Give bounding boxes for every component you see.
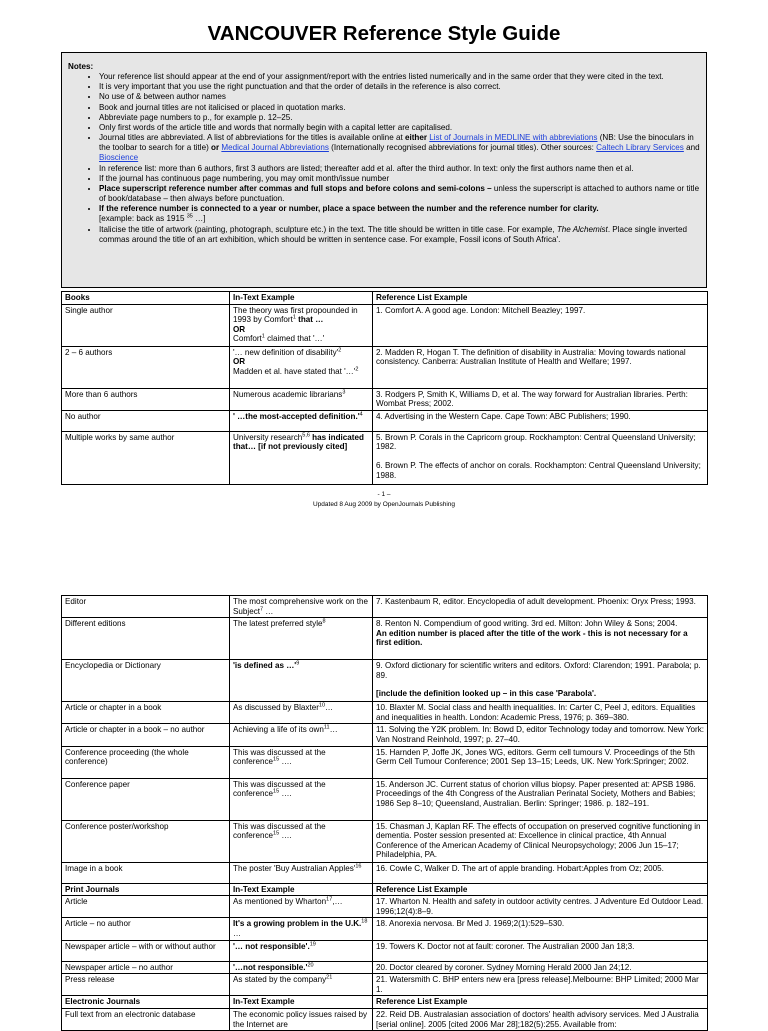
reference-example: 21. Watersmith C. BHP enters new era [press release].Melbourne: BHP Limited; 2000 Mar 1. (373, 974, 708, 996)
source-type: Press release (62, 974, 230, 996)
note-item-journal-abbreviations: • Journal titles are abbreviated. A list of abbreviations for the titles is available online at either List of Journals in MEDLINE with abbreviations (NB: Use the binoculars in the toolbar to search for a title) or Medical Journal Abbreviations (Internationally recognised abbreviations for journal titles). Other sources: Caltech Library Services and Bioscience (99, 133, 700, 163)
note-item: • Place superscript reference number after commas and full stops and before colons and semi-colons – unless the superscript is attached to authors name or title of book/database – then always before punctuation. (99, 184, 700, 204)
table-row (62, 918, 708, 940)
source-type: Image in a book (62, 862, 230, 883)
in-text-example: Numerous academic librarians$^3$ (230, 388, 373, 410)
note-item: • If the journal has continuous page numbering, you may omit month/issue number (99, 174, 700, 184)
in-text-example: This was discussed at the conference$^{15}$ …. (230, 820, 373, 862)
in-text-example: The economic policy issues raised by the Internet are (230, 1008, 373, 1030)
bioscience-link[interactable]: Bioscience (99, 153, 139, 163)
in-text-example: The poster 'Buy Australian $Apples'^{16}$ (230, 862, 373, 883)
table-row (62, 961, 708, 974)
note-item: • Italicise the title of artwork (painting, photograph, sculpture etc.) in the text. The title should be written in title case. For example, The Alchemist. Place single inverted commas around the title of an art exhibition, which should be written in sentence case. For example, Fossil icons of South Africa'. (99, 225, 700, 245)
table-row (62, 1008, 708, 1030)
note-item: • In reference list: more than 6 authors, first 3 authors are listed; thereafter add et al. after the third author. In text: only the first authors name then et al. (99, 164, 700, 174)
source-type: Article or chapter in a book – no author (62, 724, 230, 746)
column-header: Books (62, 292, 230, 305)
reference-example: 8. Renton N. Compendium of good writing. 3rd ed. Milton: John Wiley & Sons; 2004. An edition number is placed after the title of the work - this is not necessary for a first edition. (373, 618, 708, 660)
reference-example: 11. Solving the Y2K problem. In: Bowd D, editor Technology today and tomorrow. New York: Van Nostrand Reinhold, 1997; p. 27–40. (373, 724, 708, 746)
reference-example: 4. Advertising in the Western Cape. Cape Town: ABC Publishers; 1990. (373, 410, 708, 431)
source-type: Editor (62, 596, 230, 618)
source-type: Multiple works by same author (62, 431, 230, 484)
source-type: Newspaper article – no author (62, 961, 230, 974)
page-title: VANCOUVER Reference Style Guide (207, 22, 561, 45)
table-row (62, 431, 708, 484)
in-text-example: As discussed by Blaxter$^{10}$… (230, 702, 373, 724)
print-journals-header-row (62, 883, 708, 896)
table-row (62, 974, 708, 996)
source-type: No author (62, 410, 230, 431)
source-type: Encyclopedia or Dictionary (62, 660, 230, 702)
in-text-example: The theory was first propounded in 1993 by Comfort$^1$ that … OR Comfort$^1$ claimed that '…' (230, 304, 373, 346)
note-item: • It is very important that you use the right punctuation and that the order of details in the reference is also correct. (99, 82, 700, 92)
table-row (62, 304, 708, 346)
table-row (62, 940, 708, 961)
note-item: • Abbreviate page numbers to p., for example p. 12–25. (99, 113, 700, 123)
table-row (62, 862, 708, 883)
source-type: Article or chapter in a book (62, 702, 230, 724)
column-header: In-Text Example (230, 883, 373, 896)
source-type: More than 6 authors (62, 388, 230, 410)
source-type: Different editions (62, 618, 230, 660)
reference-example: 20. Doctor cleared by coroner. Sydney Morning Herald 2000 Jan 24;12. (373, 961, 708, 974)
in-text-example: 'is defined as $\dots'^9$ (230, 660, 373, 702)
notes-list (68, 72, 700, 245)
reference-example: 2. Madden R, Hogan T. The definition of disability in Australia: Moving towards national consistency. Canberra: Australian Institute of Health and Welfare; 1997. (373, 346, 708, 388)
in-text-example: '… not responsible'.$^{19}$ (230, 940, 373, 961)
updated-note: Updated 8 Aug 2009 by OpenJournals Publishing (312, 501, 456, 508)
source-type: Article (62, 896, 230, 918)
reference-example: 5. Brown P. Corals in the Capricorn group. Rockhampton: Central Queensland University; 1982. 6. Brown P. The effects of anchor on corals. Rockhampton: Central Queensland University; 1988. (373, 431, 708, 484)
in-text-example: '…not $responsible.'^{20}$ (230, 961, 373, 974)
source-type: Conference paper (62, 778, 230, 820)
table-row (62, 596, 708, 618)
column-header: Reference List Example (373, 292, 708, 305)
table-row (62, 820, 708, 862)
source-type: Article – no author (62, 918, 230, 940)
table-row (62, 778, 708, 820)
reference-example: 9. Oxford dictionary for scientific writers and editors. Oxford: Clarendon; 1991. Parabola; p. 89. [include the definition looked up – in this case 'Parabola'. (373, 660, 708, 702)
in-text-example: This was discussed at the conference$^{15}$ …. (230, 778, 373, 820)
note-item: • Your reference list should appear at the end of your assignment/report with the entries listed numerically and in the same order that they were cited in the text. (99, 72, 700, 82)
in-text-example: '… new definition of $disability'^2$ OR Madden et al. have stated that '$\dots'^2$ (230, 346, 373, 388)
reference-example: 16. Cowle C, Walker D. The art of apple branding. Hobart:Apples from Oz; 2005. (373, 862, 708, 883)
caltech-library-link[interactable]: Caltech Library Services (596, 143, 684, 153)
reference-example: 19. Towers K. Doctor not at fault: coroner. The Australian 2000 Jan 18;3. (373, 940, 708, 961)
note-item: • Book and journal titles are not italicised or placed in quotation marks. (99, 103, 700, 113)
in-text-example: ' …the most-accepted $definition.'^4$ (230, 410, 373, 431)
table-row (62, 410, 708, 431)
table-row (62, 724, 708, 746)
column-header: Print Journals (62, 883, 230, 896)
table-row (62, 618, 708, 660)
medical-journal-abbreviations-link[interactable]: Medical Journal Abbreviations (221, 143, 329, 153)
in-text-example: Achieving a life of its own$^{11}$… (230, 724, 373, 746)
in-text-example: It's a growing problem in the U.K.$^{18}$ … (230, 918, 373, 940)
in-text-example: As stated by the company$^{21}$ (230, 974, 373, 996)
table-row (62, 702, 708, 724)
table-row (62, 660, 708, 702)
reference-table-continued (61, 595, 708, 1031)
reference-example: 10. Blaxter M. Social class and health inequalities. In: Carter C, Peel J, editors. Equalities and inequalities in health. London: Academic Press, 1976; p. 369–380. (373, 702, 708, 724)
reference-example: 18. Anorexia nervosa. Br Med J. 1969;2(1):529–530. (373, 918, 708, 940)
source-type: 2 – 6 authors (62, 346, 230, 388)
reference-example: 15. Harnden P, Joffe JK, Jones WG, editors. Germ cell tumours V. Proceedings of the 5th Germ Cell Tumour Conference; 2001 Sep 13–15; Leeds, UK. New York:Springer; 2002. (373, 746, 708, 778)
reference-example: 3. Rodgers P, Smith K, Williams D, et al. The way forward for Australian libraries. Perth: Wombat Press; 2002. (373, 388, 708, 410)
table-row (62, 896, 708, 918)
source-type: Conference proceeding (the whole conference) (62, 746, 230, 778)
books-table (61, 291, 708, 485)
page-number: - 1 – (377, 491, 391, 498)
notes-heading: Notes: (68, 62, 94, 71)
table-row (62, 746, 708, 778)
reference-example: 7. Kastenbaum R, editor. Encyclopedia of adult development. Phoenix: Oryx Press; 1993. (373, 596, 708, 618)
table-row (62, 388, 708, 410)
in-text-example: As mentioned by Wharton$^{17}$,… (230, 896, 373, 918)
medline-journals-link[interactable]: List of Journals in MEDLINE with abbreviations (429, 133, 598, 143)
table-row (62, 346, 708, 388)
column-header: Electronic Journals (62, 996, 230, 1009)
reference-example: 22. Reid DB. Australasian association of doctors' health advisory services. Med J Australia [serial online]. 2005 [cited 2006 Mar 28];182(5):255. Available from: (373, 1008, 708, 1030)
reference-example: 17. Wharton N. Health and safety in outdoor activity centres. J Adventure Ed Outdoor Lead. 1996;12(4):8–9. (373, 896, 708, 918)
column-header: In-Text Example (230, 292, 373, 305)
note-item: • Only first words of the article title and words that normally begin with a capital letter are capitalised. (99, 123, 700, 133)
in-text-example: The latest preferred style$^8$ (230, 618, 373, 660)
notes-box (61, 52, 707, 288)
source-type: Single author (62, 304, 230, 346)
source-type: Conference poster/workshop (62, 820, 230, 862)
source-type: Newspaper article – with or without author (62, 940, 230, 961)
table-header-row (62, 292, 708, 305)
in-text-example: University research$^{5,6}$ has indicated that… [if not previously cited] (230, 431, 373, 484)
column-header: In-Text Example (230, 996, 373, 1009)
note-item: • No use of & between author names (99, 92, 700, 102)
note-item: • If the reference number is connected to a year or number, place a space between the number and the reference number for clarity. [example: back as 1915 $^{35}$ …] (99, 204, 700, 224)
reference-example: 1. Comfort A. A good age. London: Mitchell Beazley; 1997. (373, 304, 708, 346)
in-text-example: The most comprehensive work on the Subject$^7$ … (230, 596, 373, 618)
reference-example: 15. Chasman J, Kaplan RF. The effects of occupation on preserved cognitive functioning in dementia. Poster session presented at: Excellence in clinical practice, 4th Annual Conference of the American Academy of Clinical Neuropsychology; 2006 Jun 15–17; Philadelphia, PA. (373, 820, 708, 862)
electronic-journals-header-row (62, 996, 708, 1009)
column-header: Reference List Example (373, 996, 708, 1009)
in-text-example: This was discussed at the conference$^{15}$ …. (230, 746, 373, 778)
column-header: Reference List Example (373, 883, 708, 896)
reference-example: 15. Anderson JC. Current status of chorion villus biopsy. Paper presented at: APSB 1986. Proceedings of the 4th Congress of the Australian Perinatal Society, Mothers and Babies; 1986 Sep 8–10; Queensland, Australian. Berlin: Springer; 1986. p. 182–191. (373, 778, 708, 820)
source-type: Full text from an electronic database (62, 1008, 230, 1030)
